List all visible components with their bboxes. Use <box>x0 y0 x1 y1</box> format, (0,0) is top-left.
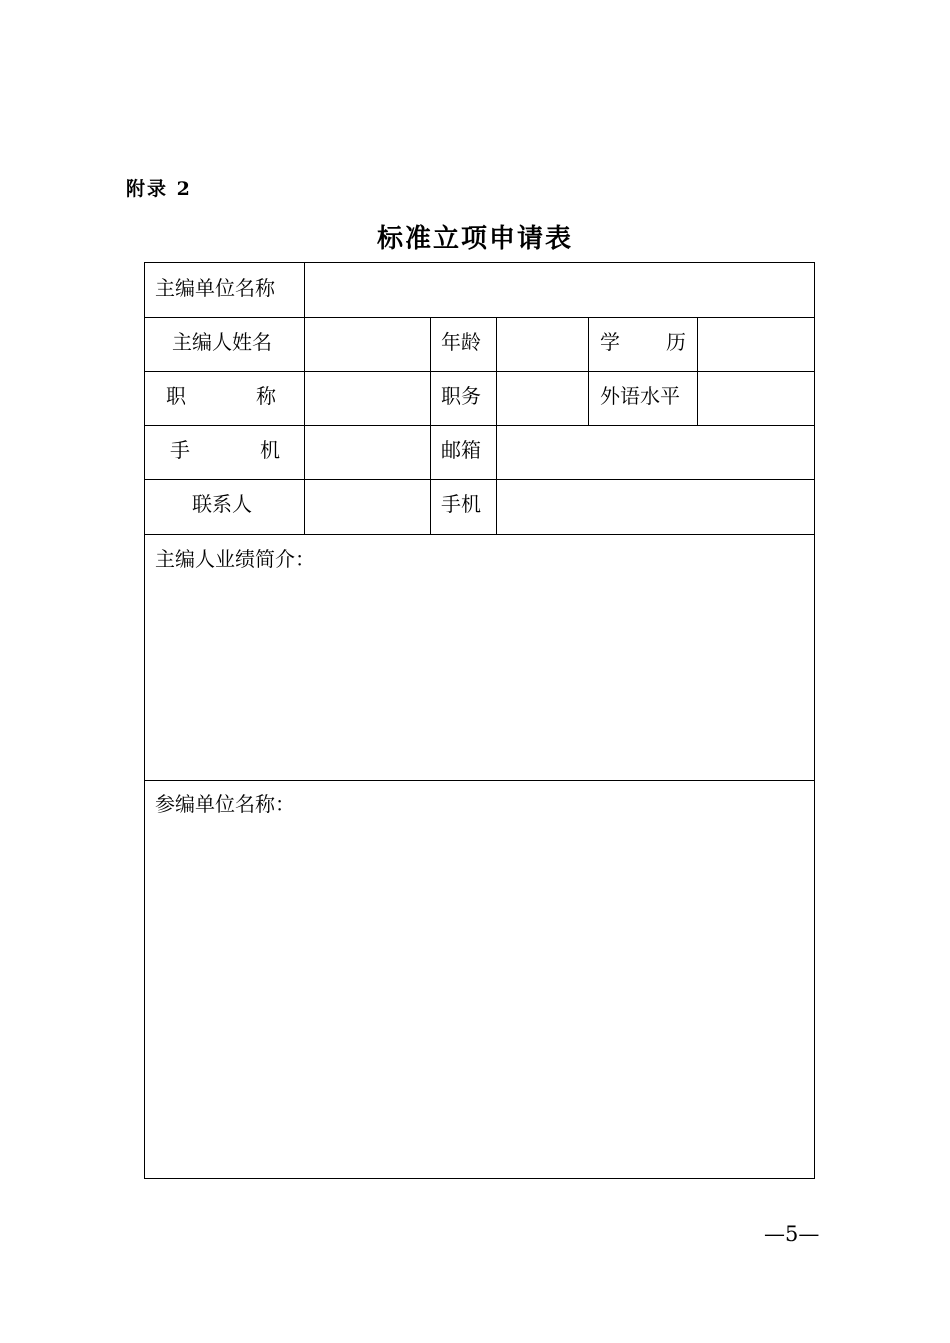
row-divider <box>145 534 814 535</box>
job-title-label <box>166 384 276 408</box>
participating-units-label: 参编单位名称： <box>155 792 295 816</box>
chief-name-label: 主编人姓名 <box>172 330 272 354</box>
job-title-label-part: 称 <box>256 384 276 408</box>
chief-unit-label: 主编单位名称 <box>155 276 275 300</box>
contact-mobile-label: 手机 <box>441 492 481 516</box>
contact-mobile-field[interactable] <box>497 480 814 533</box>
foreign-language-label: 外语水平 <box>600 384 680 408</box>
education-label-part: 历 <box>666 330 686 354</box>
email-label: 邮箱 <box>441 438 481 462</box>
job-title-label-part: 职 <box>166 384 186 408</box>
appendix-label: 附录 2 <box>126 178 192 200</box>
mobile-label-part: 机 <box>260 438 280 462</box>
contact-field[interactable] <box>305 480 429 533</box>
row-divider <box>145 780 814 781</box>
education-field[interactable] <box>698 318 814 370</box>
position-field[interactable] <box>497 372 587 424</box>
mobile-label <box>170 438 280 462</box>
achievements-field[interactable] <box>146 573 813 778</box>
achievements-label: 主编人业绩简介： <box>155 547 315 571</box>
column-divider <box>430 317 431 534</box>
participating-units-field[interactable] <box>146 819 813 1177</box>
mobile-field[interactable] <box>305 426 429 478</box>
position-label: 职务 <box>441 384 481 408</box>
job-title-field[interactable] <box>305 372 429 424</box>
chief-unit-field[interactable] <box>305 264 814 316</box>
form-title: 标准立项申请表 <box>376 224 573 254</box>
age-label: 年龄 <box>441 330 481 354</box>
education-label-part: 学 <box>600 330 620 354</box>
contact-label: 联系人 <box>192 492 252 516</box>
column-divider <box>588 317 589 425</box>
foreign-language-field[interactable] <box>698 372 814 424</box>
age-field[interactable] <box>497 318 587 370</box>
mobile-label-part: 手 <box>170 438 190 462</box>
email-field[interactable] <box>497 426 814 478</box>
education-label <box>600 330 686 354</box>
page-number: —5— <box>764 1222 820 1246</box>
application-form-table <box>144 262 815 1179</box>
chief-name-field[interactable] <box>305 318 429 370</box>
